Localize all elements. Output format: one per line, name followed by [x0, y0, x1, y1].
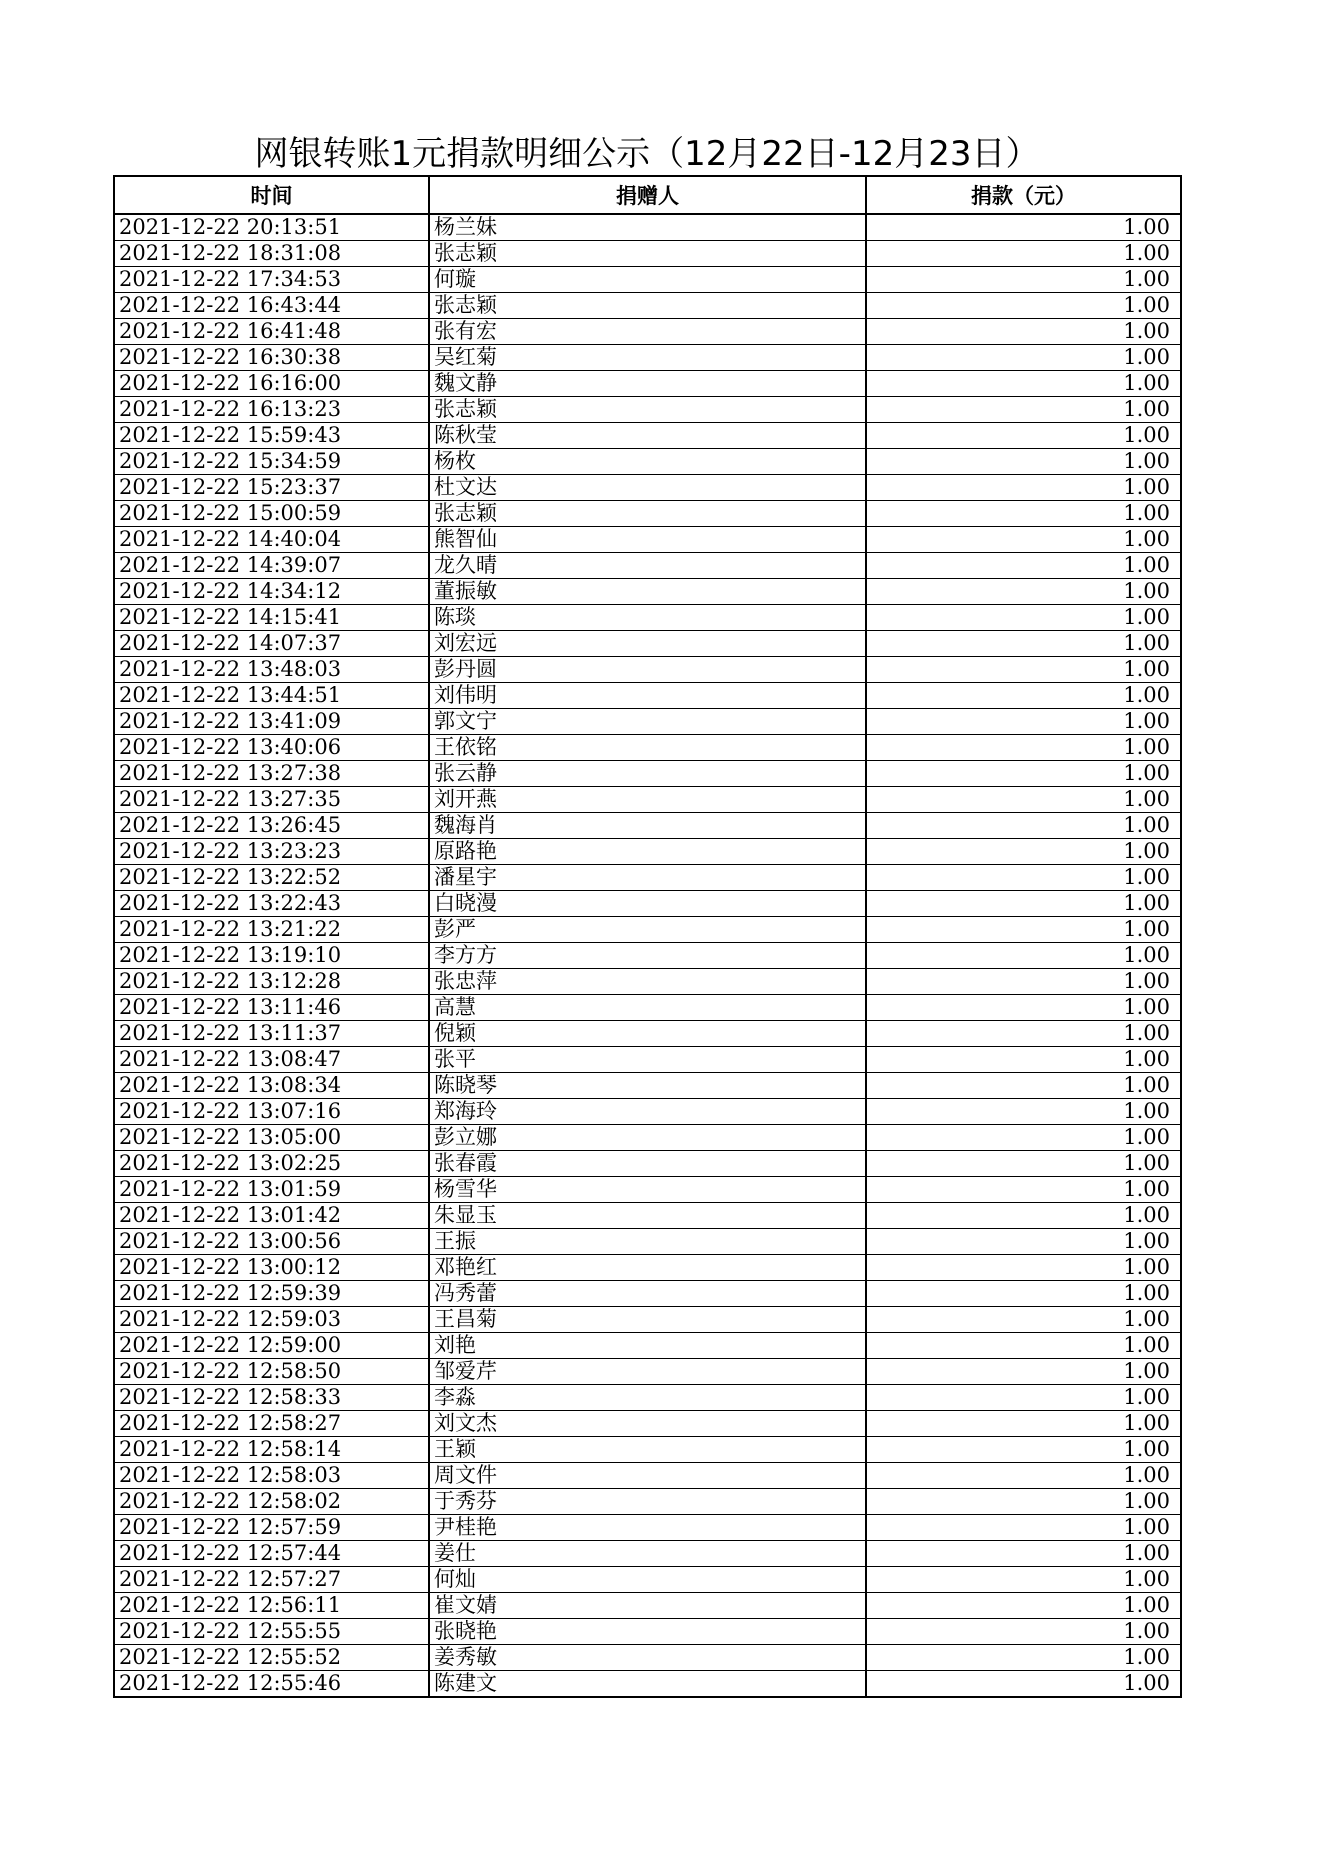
- cell-donor: 于秀芬: [429, 1489, 866, 1515]
- cell-donor: 倪颖: [429, 1021, 866, 1047]
- cell-time: 2021-12-22 12:55:55: [114, 1619, 429, 1645]
- cell-time: 2021-12-22 12:59:03: [114, 1307, 429, 1333]
- cell-amount: 1.00: [866, 735, 1181, 761]
- cell-amount: 1.00: [866, 1567, 1181, 1593]
- cell-donor: 王振: [429, 1229, 866, 1255]
- cell-amount: 1.00: [866, 345, 1181, 371]
- table-row: [114, 631, 1181, 657]
- cell-time: 2021-12-22 13:08:47: [114, 1047, 429, 1073]
- cell-amount: 1.00: [866, 943, 1181, 969]
- cell-time: 2021-12-22 13:22:43: [114, 891, 429, 917]
- cell-amount: 1.00: [866, 1307, 1181, 1333]
- cell-time: 2021-12-22 12:59:00: [114, 1333, 429, 1359]
- table-row: [114, 917, 1181, 943]
- cell-amount: 1.00: [866, 267, 1181, 293]
- table-row: [114, 214, 1181, 241]
- cell-amount: 1.00: [866, 1047, 1181, 1073]
- cell-time: 2021-12-22 13:01:59: [114, 1177, 429, 1203]
- table-row: [114, 1567, 1181, 1593]
- table-row: [114, 1177, 1181, 1203]
- cell-donor: 张有宏: [429, 319, 866, 345]
- cell-donor: 王颖: [429, 1437, 866, 1463]
- cell-time: 2021-12-22 16:43:44: [114, 293, 429, 319]
- table-row: [114, 1021, 1181, 1047]
- table-row: [114, 293, 1181, 319]
- cell-time: 2021-12-22 12:58:03: [114, 1463, 429, 1489]
- cell-time: 2021-12-22 12:58:27: [114, 1411, 429, 1437]
- cell-amount: 1.00: [866, 683, 1181, 709]
- cell-time: 2021-12-22 13:07:16: [114, 1099, 429, 1125]
- table-body: [114, 214, 1181, 1697]
- table-row: [114, 553, 1181, 579]
- cell-amount: 1.00: [866, 1229, 1181, 1255]
- cell-time: 2021-12-22 14:15:41: [114, 605, 429, 631]
- table-row: [114, 787, 1181, 813]
- cell-time: 2021-12-22 18:31:08: [114, 241, 429, 267]
- cell-amount: 1.00: [866, 1593, 1181, 1619]
- table-row: [114, 579, 1181, 605]
- cell-amount: 1.00: [866, 371, 1181, 397]
- cell-amount: 1.00: [866, 605, 1181, 631]
- cell-donor: 陈建文: [429, 1671, 866, 1698]
- cell-amount: 1.00: [866, 839, 1181, 865]
- table-row: [114, 1229, 1181, 1255]
- header-time: 时间: [114, 176, 429, 214]
- cell-time: 2021-12-22 13:48:03: [114, 657, 429, 683]
- cell-donor: 杨兰妹: [429, 214, 866, 241]
- cell-donor: 周文件: [429, 1463, 866, 1489]
- cell-donor: 张忠萍: [429, 969, 866, 995]
- cell-amount: 1.00: [866, 1463, 1181, 1489]
- cell-amount: 1.00: [866, 1099, 1181, 1125]
- cell-amount: 1.00: [866, 1645, 1181, 1671]
- table-row: [114, 397, 1181, 423]
- cell-time: 2021-12-22 13:02:25: [114, 1151, 429, 1177]
- cell-time: 2021-12-22 15:23:37: [114, 475, 429, 501]
- table-row: [114, 969, 1181, 995]
- table-row: [114, 1411, 1181, 1437]
- table-row: [114, 1307, 1181, 1333]
- cell-donor: 刘伟明: [429, 683, 866, 709]
- cell-donor: 董振敏: [429, 579, 866, 605]
- cell-amount: 1.00: [866, 1255, 1181, 1281]
- cell-amount: 1.00: [866, 1385, 1181, 1411]
- header-donor: 捐赠人: [429, 176, 866, 214]
- cell-donor: 龙久晴: [429, 553, 866, 579]
- cell-donor: 陈晓琴: [429, 1073, 866, 1099]
- table-row: [114, 1645, 1181, 1671]
- table-row: [114, 1463, 1181, 1489]
- cell-donor: 彭严: [429, 917, 866, 943]
- table-row: [114, 813, 1181, 839]
- cell-amount: 1.00: [866, 423, 1181, 449]
- cell-amount: 1.00: [866, 1437, 1181, 1463]
- cell-donor: 张平: [429, 1047, 866, 1073]
- cell-amount: 1.00: [866, 501, 1181, 527]
- page-title: 网银转账1元捐款明细公示（12月22日-12月23日）: [254, 134, 1040, 174]
- cell-amount: 1.00: [866, 865, 1181, 891]
- cell-amount: 1.00: [866, 527, 1181, 553]
- cell-amount: 1.00: [866, 1489, 1181, 1515]
- cell-donor: 白晓漫: [429, 891, 866, 917]
- cell-time: 2021-12-22 13:23:23: [114, 839, 429, 865]
- table-row: [114, 735, 1181, 761]
- table-row: [114, 683, 1181, 709]
- table-row: [114, 1541, 1181, 1567]
- cell-donor: 姜仕: [429, 1541, 866, 1567]
- table-row: [114, 319, 1181, 345]
- cell-donor: 尹桂艳: [429, 1515, 866, 1541]
- cell-time: 2021-12-22 12:58:14: [114, 1437, 429, 1463]
- cell-donor: 郭文宁: [429, 709, 866, 735]
- cell-donor: 冯秀蕾: [429, 1281, 866, 1307]
- table-row: [114, 241, 1181, 267]
- cell-time: 2021-12-22 12:58:50: [114, 1359, 429, 1385]
- table-row: [114, 891, 1181, 917]
- cell-time: 2021-12-22 13:27:35: [114, 787, 429, 813]
- cell-donor: 姜秀敏: [429, 1645, 866, 1671]
- table-row: [114, 371, 1181, 397]
- table-row: [114, 345, 1181, 371]
- cell-time: 2021-12-22 12:56:11: [114, 1593, 429, 1619]
- cell-time: 2021-12-22 13:26:45: [114, 813, 429, 839]
- cell-time: 2021-12-22 15:59:43: [114, 423, 429, 449]
- cell-donor: 张晓艳: [429, 1619, 866, 1645]
- cell-time: 2021-12-22 13:41:09: [114, 709, 429, 735]
- cell-donor: 张志颖: [429, 241, 866, 267]
- cell-donor: 刘艳: [429, 1333, 866, 1359]
- table-row: [114, 1515, 1181, 1541]
- cell-donor: 朱显玉: [429, 1203, 866, 1229]
- cell-time: 2021-12-22 16:30:38: [114, 345, 429, 371]
- table-row: [114, 501, 1181, 527]
- table-row: [114, 1359, 1181, 1385]
- table-row: [114, 1619, 1181, 1645]
- cell-amount: 1.00: [866, 891, 1181, 917]
- cell-donor: 张云静: [429, 761, 866, 787]
- cell-time: 2021-12-22 12:55:52: [114, 1645, 429, 1671]
- table-row: [114, 1593, 1181, 1619]
- table-row: [114, 475, 1181, 501]
- cell-amount: 1.00: [866, 1203, 1181, 1229]
- cell-time: 2021-12-22 12:59:39: [114, 1281, 429, 1307]
- table-row: [114, 1099, 1181, 1125]
- table-row: [114, 761, 1181, 787]
- cell-donor: 张志颖: [429, 501, 866, 527]
- cell-amount: 1.00: [866, 787, 1181, 813]
- cell-donor: 王依铭: [429, 735, 866, 761]
- table-row: [114, 995, 1181, 1021]
- cell-donor: 吴红菊: [429, 345, 866, 371]
- table-row: [114, 1489, 1181, 1515]
- cell-donor: 邹爱芹: [429, 1359, 866, 1385]
- cell-donor: 杨雪华: [429, 1177, 866, 1203]
- cell-amount: 1.00: [866, 1619, 1181, 1645]
- cell-amount: 1.00: [866, 214, 1181, 241]
- cell-time: 2021-12-22 13:44:51: [114, 683, 429, 709]
- cell-donor: 彭丹圆: [429, 657, 866, 683]
- cell-donor: 陈琰: [429, 605, 866, 631]
- cell-time: 2021-12-22 13:01:42: [114, 1203, 429, 1229]
- table-row: [114, 1125, 1181, 1151]
- table-row: [114, 1151, 1181, 1177]
- cell-time: 2021-12-22 12:57:44: [114, 1541, 429, 1567]
- table-row: [114, 1203, 1181, 1229]
- table-row: [114, 1437, 1181, 1463]
- cell-donor: 邓艳红: [429, 1255, 866, 1281]
- donation-table: [113, 175, 1182, 1698]
- cell-time: 2021-12-22 13:00:12: [114, 1255, 429, 1281]
- cell-amount: 1.00: [866, 1515, 1181, 1541]
- table-row: [114, 527, 1181, 553]
- cell-amount: 1.00: [866, 631, 1181, 657]
- cell-donor: 张春霞: [429, 1151, 866, 1177]
- cell-time: 2021-12-22 14:40:04: [114, 527, 429, 553]
- cell-amount: 1.00: [866, 969, 1181, 995]
- cell-donor: 陈秋莹: [429, 423, 866, 449]
- cell-donor: 杜文达: [429, 475, 866, 501]
- cell-amount: 1.00: [866, 449, 1181, 475]
- cell-donor: 潘星宇: [429, 865, 866, 891]
- cell-amount: 1.00: [866, 1151, 1181, 1177]
- cell-time: 2021-12-22 15:34:59: [114, 449, 429, 475]
- cell-amount: 1.00: [866, 553, 1181, 579]
- table-row: [114, 1333, 1181, 1359]
- table-row: [114, 709, 1181, 735]
- header-row: [114, 176, 1181, 214]
- cell-time: 2021-12-22 14:07:37: [114, 631, 429, 657]
- cell-donor: 杨枚: [429, 449, 866, 475]
- cell-amount: 1.00: [866, 813, 1181, 839]
- cell-time: 2021-12-22 13:19:10: [114, 943, 429, 969]
- table-row: [114, 839, 1181, 865]
- cell-time: 2021-12-22 12:57:59: [114, 1515, 429, 1541]
- cell-amount: 1.00: [866, 1541, 1181, 1567]
- cell-donor: 熊智仙: [429, 527, 866, 553]
- cell-time: 2021-12-22 12:58:02: [114, 1489, 429, 1515]
- cell-donor: 魏海肖: [429, 813, 866, 839]
- cell-time: 2021-12-22 13:05:00: [114, 1125, 429, 1151]
- cell-amount: 1.00: [866, 319, 1181, 345]
- cell-time: 2021-12-22 13:00:56: [114, 1229, 429, 1255]
- cell-donor: 原路艳: [429, 839, 866, 865]
- cell-time: 2021-12-22 13:22:52: [114, 865, 429, 891]
- cell-amount: 1.00: [866, 1671, 1181, 1698]
- cell-amount: 1.00: [866, 1359, 1181, 1385]
- cell-amount: 1.00: [866, 1333, 1181, 1359]
- cell-donor: 张志颖: [429, 293, 866, 319]
- cell-donor: 郑海玲: [429, 1099, 866, 1125]
- cell-amount: 1.00: [866, 709, 1181, 735]
- table-row: [114, 1281, 1181, 1307]
- cell-amount: 1.00: [866, 397, 1181, 423]
- cell-amount: 1.00: [866, 1125, 1181, 1151]
- cell-amount: 1.00: [866, 995, 1181, 1021]
- cell-time: 2021-12-22 14:39:07: [114, 553, 429, 579]
- header-amount: 捐款（元）: [866, 176, 1181, 214]
- table-row: [114, 1047, 1181, 1073]
- cell-time: 2021-12-22 16:16:00: [114, 371, 429, 397]
- cell-time: 2021-12-22 13:40:06: [114, 735, 429, 761]
- cell-amount: 1.00: [866, 475, 1181, 501]
- cell-donor: 高慧: [429, 995, 866, 1021]
- cell-donor: 何灿: [429, 1567, 866, 1593]
- table-row: [114, 1385, 1181, 1411]
- table-header: [114, 176, 1181, 214]
- cell-time: 2021-12-22 12:57:27: [114, 1567, 429, 1593]
- cell-time: 2021-12-22 13:21:22: [114, 917, 429, 943]
- cell-time: 2021-12-22 13:11:37: [114, 1021, 429, 1047]
- cell-donor: 刘开燕: [429, 787, 866, 813]
- table-row: [114, 1073, 1181, 1099]
- cell-amount: 1.00: [866, 917, 1181, 943]
- cell-amount: 1.00: [866, 657, 1181, 683]
- cell-amount: 1.00: [866, 241, 1181, 267]
- table-row: [114, 449, 1181, 475]
- cell-amount: 1.00: [866, 579, 1181, 605]
- cell-time: 2021-12-22 13:27:38: [114, 761, 429, 787]
- cell-time: 2021-12-22 12:58:33: [114, 1385, 429, 1411]
- cell-time: 2021-12-22 15:00:59: [114, 501, 429, 527]
- cell-donor: 何璇: [429, 267, 866, 293]
- cell-donor: 李淼: [429, 1385, 866, 1411]
- cell-donor: 魏文静: [429, 371, 866, 397]
- table-row: [114, 657, 1181, 683]
- table-row: [114, 605, 1181, 631]
- cell-amount: 1.00: [866, 761, 1181, 787]
- cell-donor: 崔文婧: [429, 1593, 866, 1619]
- cell-donor: 彭立娜: [429, 1125, 866, 1151]
- cell-time: 2021-12-22 13:11:46: [114, 995, 429, 1021]
- cell-time: 2021-12-22 20:13:51: [114, 214, 429, 241]
- table-row: [114, 1671, 1181, 1698]
- cell-time: 2021-12-22 12:55:46: [114, 1671, 429, 1698]
- cell-time: 2021-12-22 14:34:12: [114, 579, 429, 605]
- cell-donor: 刘文杰: [429, 1411, 866, 1437]
- cell-amount: 1.00: [866, 1073, 1181, 1099]
- cell-time: 2021-12-22 13:08:34: [114, 1073, 429, 1099]
- cell-amount: 1.00: [866, 1281, 1181, 1307]
- cell-time: 2021-12-22 13:12:28: [114, 969, 429, 995]
- cell-amount: 1.00: [866, 293, 1181, 319]
- table-row: [114, 1255, 1181, 1281]
- cell-time: 2021-12-22 17:34:53: [114, 267, 429, 293]
- cell-time: 2021-12-22 16:13:23: [114, 397, 429, 423]
- table-row: [114, 943, 1181, 969]
- table-row: [114, 865, 1181, 891]
- cell-donor: 李方方: [429, 943, 866, 969]
- table-row: [114, 423, 1181, 449]
- cell-time: 2021-12-22 16:41:48: [114, 319, 429, 345]
- cell-amount: 1.00: [866, 1411, 1181, 1437]
- cell-donor: 张志颖: [429, 397, 866, 423]
- cell-amount: 1.00: [866, 1177, 1181, 1203]
- cell-donor: 王昌菊: [429, 1307, 866, 1333]
- cell-donor: 刘宏远: [429, 631, 866, 657]
- cell-amount: 1.00: [866, 1021, 1181, 1047]
- table-row: [114, 267, 1181, 293]
